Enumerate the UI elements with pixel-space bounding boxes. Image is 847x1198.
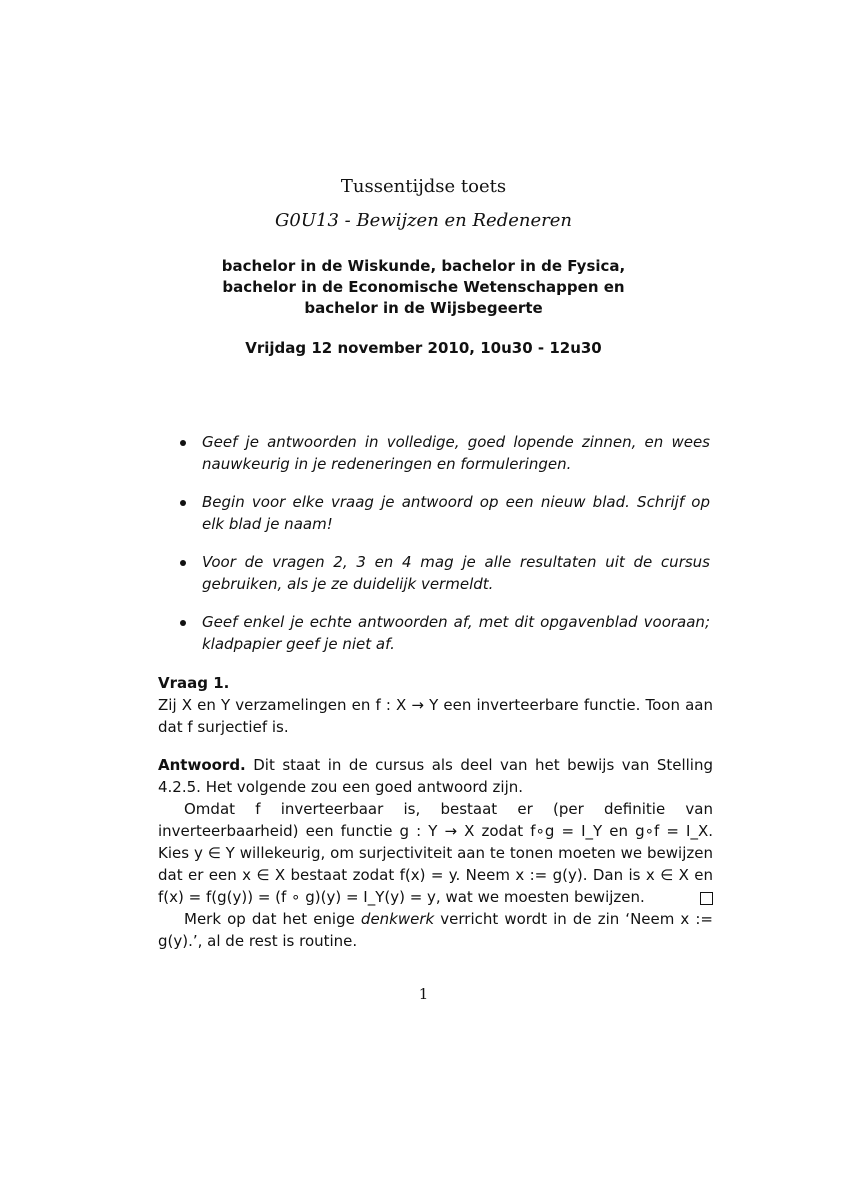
program-line: bachelor in de Wijsbegeerte [304,299,543,317]
bullet-icon [180,500,186,506]
instruction-item: Voor de vragen 2, 3 en 4 mag je alle resultaten uit de cursus gebruiken, als je ze duidelijk vermeldt. [180,551,710,595]
qed-box-icon [700,892,713,905]
remark-paragraph: Merk op dat het enige denkwerk verricht wordt in de zin ‘Neem x := g(y).’, al de rest is routine. [158,910,713,950]
program-line: bachelor in de Wiskunde, bachelor in de Fysica, [221,257,626,275]
answer-heading: Antwoord. [158,756,246,774]
question-heading: Vraag 1. [158,674,230,692]
page-number: 1 [418,985,429,1003]
question-text: Zij X en Y verzamelingen en f : X → Y een inverteerbare functie. Toon aan dat f surjectief is. [158,696,713,736]
instruction-item: Begin voor elke vraag je antwoord op een nieuw blad. Schrijf op elk blad je naam! [180,491,710,535]
document-title: Tussentijdse toets [340,176,507,197]
emphasis-denkwerk: denkwerk [360,910,435,928]
proof-paragraph: Omdat f inverteerbaar is, bestaat er (per definitie van inverteerbaarheid) een functie g : Y → X zodat f∘g = I_Y en g∘f = I_X. Kies y ∈ Y willekeurig, om surjectiviteit aan te tonen moeten we bewijzen dat er een x ∈ X bestaat zodat f(x) = y. Neem x := g(y). Dan is x ∈ X en f(x) = f(g(y)) = (f ∘ g)(y) = I_Y(y) = y, wat we moesten bewijzen. [158,800,713,906]
question-block [158,672,713,738]
exam-date: Vrijdag 12 november 2010, 10u30 - 12u30 [245,339,602,357]
course-title: G0U13 - Bewijzen en Redeneren [275,210,572,231]
instruction-item: Geef enkel je echte antwoorden af, met dit opgavenblad vooraan; kladpapier geef je niet af. [180,611,710,655]
answer-block [158,754,713,952]
answer-intro: Dit staat in de cursus als deel van het bewijs van Stelling 4.2.5. Het volgende zou een goed antwoord zijn. [158,756,713,796]
bullet-icon [180,440,186,446]
program-line: bachelor in de Economische Wetenschappen en [222,278,625,296]
bullet-icon [180,620,186,626]
instruction-item: Geef je antwoorden in volledige, goed lopende zinnen, en wees nauwkeurig in je redeneringen en formuleringen. [180,431,710,475]
bullet-icon [180,560,186,566]
programs-block [0,256,847,319]
instruction-list [180,431,710,671]
